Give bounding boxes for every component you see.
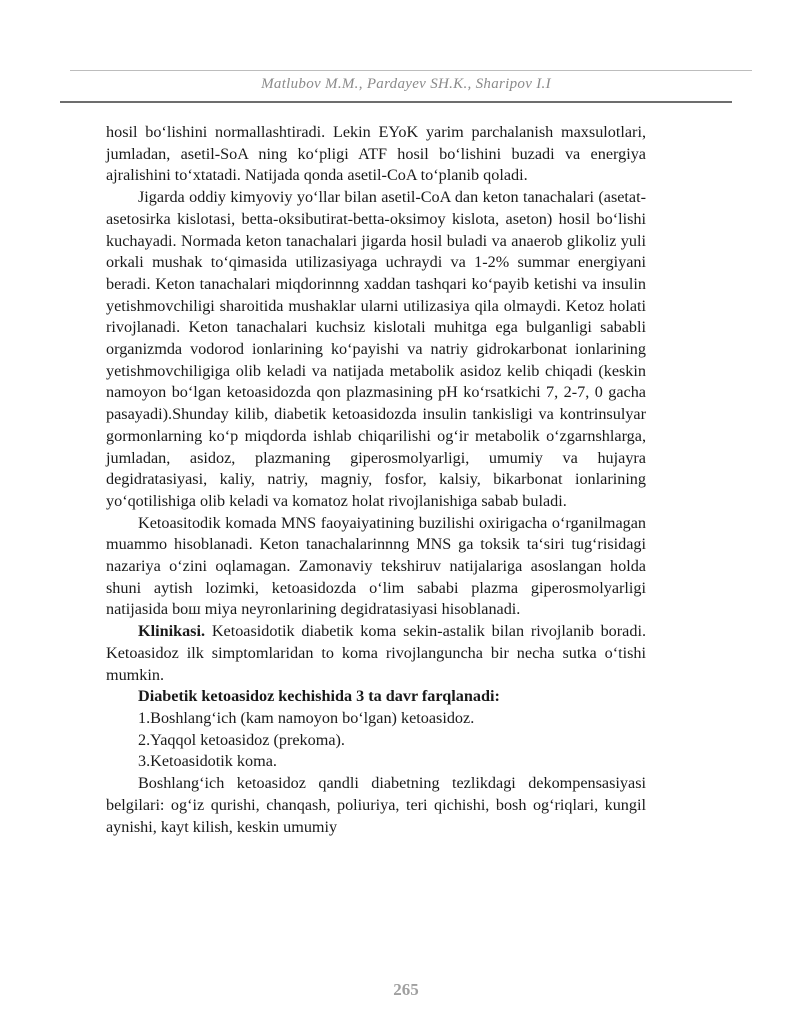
body-text xyxy=(106,122,646,838)
paragraph-klinikasi xyxy=(106,621,646,686)
running-header xyxy=(60,62,752,102)
paragraph-continuation: hosil bo‘lishini normallashtiradi. Lekin EYoK yarim parchalanish maxsulotlari, jumladan, asetil-SoA ning ko‘pligi ATF hosil bo‘lishini buzadi va energiya ajralishini to‘xtatadi. Natijada qonda asetil-CoA to‘planib qoladi. xyxy=(106,123,646,185)
list-item: 3.Ketoasidotik koma. xyxy=(138,752,277,771)
list-item: 2.Yaqqol ketoasidoz (prekoma). xyxy=(138,730,345,749)
section-heading: Diabetik ketoasidoz kechishida 3 ta davr farqlanadi: xyxy=(138,687,500,706)
paragraph-mns: Ketoasitodik komada MNS faoyaiyatining buzilishi oxirigacha o‘rganilmagan muammo hisoblanadi. Keton tanachalarinnng MNS ga toksik ta‘siri tug‘risidagi nazariya o‘zini oqlamagan. Zamonaviy tekshiruv natijalariga asoslangan holda shuni aytish lozimki, ketoasidozda o‘lim sababi plazma giperosmolyarligi natijasida bош miya neyronlarining degidratasiyasi hisoblanadi. xyxy=(106,513,646,619)
running-title: Matlubov M.M., Pardayev SH.K., Sharipov I.I xyxy=(261,76,551,92)
page-number: 265 xyxy=(393,980,419,999)
header-rule-bottom xyxy=(60,101,732,103)
paragraph-keton-tanachalari: Jigarda oddiy kimyoviy yo‘llar bilan asetil-CoA dan keton tanachalari (asetat-asetosirka kislotasi, betta-oksibutirat-betta-oksimoy kislota, aseton) hosil bo‘lishi kuchayadi. Normada keton tanachalari jigarda hosil buladi va anaerob glikoliz yuli orkali mushak to‘qimasida utilizasiyaga uchraydi va 1-2% summar energiyani beradi. Keton tanachalari miqdorinnng xaddan tashqari ko‘payib ketishi va insulin yetishmovchiligi sharoitida mushaklar ularni utilizasiya qila olmaydi. Ketoz holati rivojlanadi. Keton tanachalari kuchsiz kislotali muhitga ega bulganligi sababli organizmda vodorod ionlarining ko‘payishi va natriy gidrokarbonat ionlarining yetishmovchiligiga olib keladi va natijada metabolik asidoz kelib chiqadi (keskin namoyon bo‘lgan ketoasidozda qon plazmasining pH ko‘rsatkichi 7, 2-7, 0 gacha pasayadi).Shunday kilib, diabetik ketoasidozda insulin tankisligi va kontrinsulyar gormonlarning ko‘p miqdorda ishlab chiqarilishi og‘ir metabolik o‘zgarnshlarga, jumladan, asidoz, plazmaning giperosmolyarligi, umumiy va hujayra degidratasiyasi, kaliy, natriy, magniy, fosfor, kalsiy, bikarbonat ionlarining yo‘qotilishiga olib keladi va komatoz holat rivojlanishiga sabab buladi. xyxy=(106,188,646,510)
list-item: 1.Boshlang‘ich (kam namoyon bo‘lgan) ketoasidoz. xyxy=(138,708,475,727)
klinikasi-label: Klinikasi. xyxy=(138,622,206,641)
klinikasi-text: Ketoasidotik diabetik koma sekin-astalik bilan rivojlanib boradi. Ketoasidoz ilk simptomlaridan to koma rivojlanguncha bir necha sutka o‘tishi mumkin. xyxy=(106,622,646,684)
paragraph-boshlangich: Boshlang‘ich ketoasidoz qandli diabetning tezlikdagi dekompensasiyasi belgilari: og‘iz qurishi, chanqash, poliuriya, teri qichishi, bosh og‘riqlari, kungil aynishi, kayt kilish, keskin umumiy xyxy=(106,774,646,836)
header-rule-top xyxy=(70,70,752,71)
